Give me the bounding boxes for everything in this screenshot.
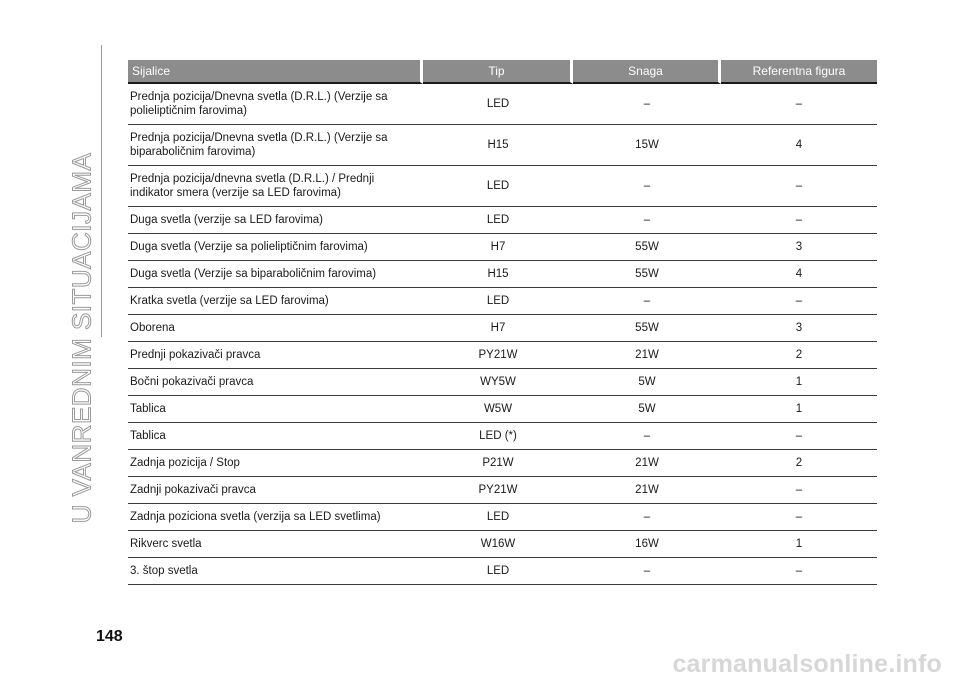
bulb-power-cell: 5W bbox=[573, 369, 721, 396]
bulb-figure-cell: 1 bbox=[721, 531, 877, 558]
table-row bbox=[128, 166, 877, 207]
table-row bbox=[128, 342, 877, 369]
bulb-figure-cell: – bbox=[721, 558, 877, 585]
bulb-type-cell: W5W bbox=[423, 396, 573, 423]
bulb-figure-cell: 3 bbox=[721, 315, 877, 342]
bulb-name-cell: Duga svetla (verzije sa LED farovima) bbox=[128, 207, 423, 234]
header-reference-figure: Referentna figura bbox=[721, 60, 877, 84]
bulb-type-cell: LED bbox=[423, 166, 573, 207]
bulb-name-cell: Duga svetla (Verzije sa biparaboličnim farovima) bbox=[128, 261, 423, 288]
bulb-power-cell: 16W bbox=[573, 531, 721, 558]
bulb-power-cell: – bbox=[573, 84, 721, 125]
bulb-type-cell: PY21W bbox=[423, 477, 573, 504]
bulb-type-cell: W16W bbox=[423, 531, 573, 558]
bulb-type-cell: P21W bbox=[423, 450, 573, 477]
bulb-name-cell: Oborena bbox=[128, 315, 423, 342]
header-type: Tip bbox=[423, 60, 573, 84]
bulb-power-cell: – bbox=[573, 207, 721, 234]
bulb-figure-cell: 4 bbox=[721, 125, 877, 166]
bulb-power-cell: 21W bbox=[573, 450, 721, 477]
bulb-power-cell: – bbox=[573, 504, 721, 531]
bulb-figure-cell: – bbox=[721, 477, 877, 504]
bulb-table bbox=[128, 60, 877, 585]
page-number: 148 bbox=[96, 628, 123, 645]
table-row bbox=[128, 450, 877, 477]
bulb-table-body bbox=[128, 84, 877, 585]
bulb-name-cell: 3. štop svetla bbox=[128, 558, 423, 585]
bulb-power-cell: – bbox=[573, 423, 721, 450]
table-row bbox=[128, 288, 877, 315]
bulb-figure-cell: – bbox=[721, 166, 877, 207]
table-row bbox=[128, 531, 877, 558]
table-row bbox=[128, 261, 877, 288]
bulb-power-cell: – bbox=[573, 166, 721, 207]
bulb-power-cell: 15W bbox=[573, 125, 721, 166]
bulb-power-cell: 55W bbox=[573, 315, 721, 342]
bulb-power-cell: 5W bbox=[573, 396, 721, 423]
bulb-type-cell: LED bbox=[423, 207, 573, 234]
section-title-text: U VANREDNIM SITUACIJAMA bbox=[66, 152, 97, 524]
bulb-name-cell: Rikverc svetla bbox=[128, 531, 423, 558]
table-row bbox=[128, 477, 877, 504]
table-row bbox=[128, 396, 877, 423]
bulb-table-header bbox=[128, 60, 877, 84]
bulb-name-cell: Prednja pozicija/Dnevna svetla (D.R.L.) (Verzije sa biparaboličnim farovima) bbox=[128, 125, 423, 166]
bulb-name-cell: Duga svetla (Verzije sa polieliptičnim farovima) bbox=[128, 234, 423, 261]
bulb-figure-cell: 2 bbox=[721, 450, 877, 477]
bulb-type-cell: LED bbox=[423, 288, 573, 315]
table-row bbox=[128, 125, 877, 166]
bulb-name-cell: Prednji pokazivači pravca bbox=[128, 342, 423, 369]
bulb-power-cell: – bbox=[573, 558, 721, 585]
bulb-type-cell: H7 bbox=[423, 315, 573, 342]
header-row bbox=[128, 60, 877, 84]
bulb-type-cell: WY5W bbox=[423, 369, 573, 396]
bulb-type-cell: H15 bbox=[423, 125, 573, 166]
bulb-figure-cell: – bbox=[721, 504, 877, 531]
bulb-type-cell: LED bbox=[423, 504, 573, 531]
bulb-figure-cell: 1 bbox=[721, 396, 877, 423]
table-row bbox=[128, 234, 877, 261]
bulb-name-cell: Zadnja pozicija / Stop bbox=[128, 450, 423, 477]
table-row bbox=[128, 423, 877, 450]
watermark: carmanualsonline.info bbox=[672, 650, 942, 678]
bulb-name-cell: Zadnja poziciona svetla (verzija sa LED svetlima) bbox=[128, 504, 423, 531]
bulb-type-cell: LED bbox=[423, 84, 573, 125]
table-row bbox=[128, 558, 877, 585]
table-row bbox=[128, 504, 877, 531]
bulb-power-cell: 21W bbox=[573, 477, 721, 504]
bulb-name-cell: Prednja pozicija/Dnevna svetla (D.R.L.) (Verzije sa polieliptičnim farovima) bbox=[128, 84, 423, 125]
bulb-figure-cell: 2 bbox=[721, 342, 877, 369]
bulb-figure-cell: 1 bbox=[721, 369, 877, 396]
header-power: Snaga bbox=[573, 60, 721, 84]
bulb-name-cell: Kratka svetla (verzije sa LED farovima) bbox=[128, 288, 423, 315]
bulb-figure-cell: 3 bbox=[721, 234, 877, 261]
header-bulbs: Sijalice bbox=[128, 60, 423, 84]
table-row bbox=[128, 207, 877, 234]
bulb-power-cell: 55W bbox=[573, 234, 721, 261]
bulb-name-cell: Zadnji pokazivači pravca bbox=[128, 477, 423, 504]
bulb-name-cell: Tablica bbox=[128, 423, 423, 450]
bulb-type-cell: PY21W bbox=[423, 342, 573, 369]
bulb-figure-cell: – bbox=[721, 288, 877, 315]
bulb-type-cell: H15 bbox=[423, 261, 573, 288]
section-title-rule bbox=[101, 45, 102, 337]
bulb-figure-cell: – bbox=[721, 423, 877, 450]
bulb-figure-cell: 4 bbox=[721, 261, 877, 288]
bulb-figure-cell: – bbox=[721, 84, 877, 125]
bulb-name-cell: Prednja pozicija/dnevna svetla (D.R.L.) / Prednji indikator smera (verzije sa LED farovima) bbox=[128, 166, 423, 207]
bulb-name-cell: Bočni pokazivači pravca bbox=[128, 369, 423, 396]
bulb-power-cell: 21W bbox=[573, 342, 721, 369]
bulb-type-cell: LED bbox=[423, 558, 573, 585]
bulb-type-cell: LED (*) bbox=[423, 423, 573, 450]
bulb-name-cell: Tablica bbox=[128, 396, 423, 423]
table-row bbox=[128, 369, 877, 396]
bulb-figure-cell: – bbox=[721, 207, 877, 234]
bulb-power-cell: 55W bbox=[573, 261, 721, 288]
bulb-power-cell: – bbox=[573, 288, 721, 315]
table-row bbox=[128, 315, 877, 342]
table-row bbox=[128, 84, 877, 125]
bulb-type-cell: H7 bbox=[423, 234, 573, 261]
